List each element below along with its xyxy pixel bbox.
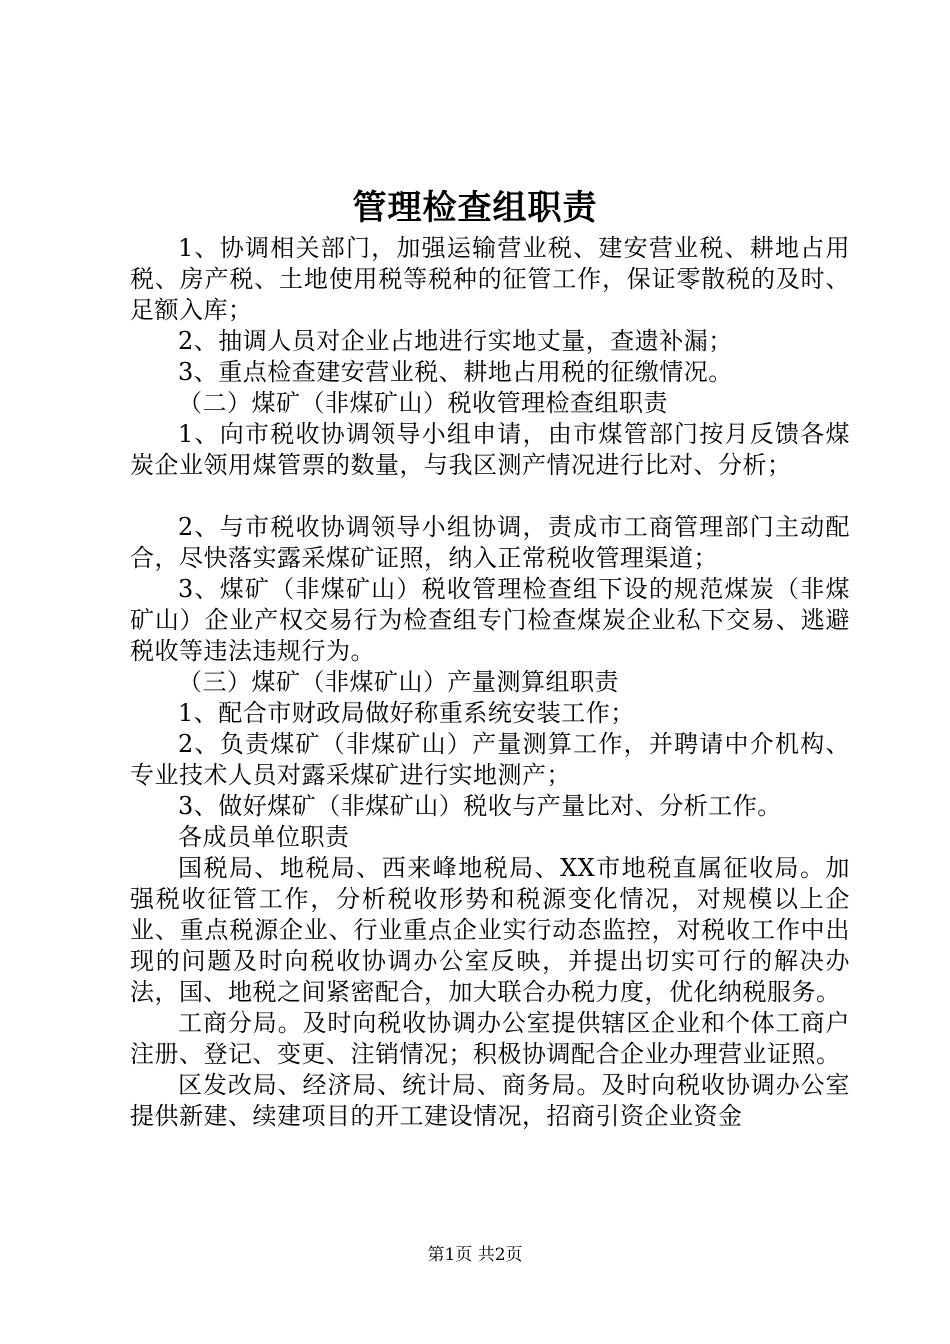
paragraph: 工商分局。及时向税收协调办公室提供辖区企业和个体工商户注册、登记、变更、注销情况；积极协调配合企业办理营业证照。 bbox=[130, 1009, 850, 1068]
section-heading: （三）煤矿（非煤矿山）产量测算组职责 bbox=[178, 668, 619, 696]
document-title: 管理检查组职责 bbox=[352, 188, 598, 228]
section-heading: （二）煤矿（非煤矿山）税收管理检查组职责 bbox=[178, 389, 668, 417]
paragraph: 3、煤矿（非煤矿山）税收管理检查组下设的规范煤炭（非煤矿山）企业产权交易行为检查组专门检查煤炭企业私下交易、逃避税收等违法违规行为。 bbox=[130, 575, 850, 665]
paragraph: 1、协调相关部门，加强运输营业税、建安营业税、耕地占用税、房产税、土地使用税等税种的征管工作，保证零散税的及时、足额入库； bbox=[130, 234, 850, 324]
page-footer: 第1页 共2页 bbox=[427, 1245, 523, 1265]
paragraph: 3、做好煤矿（非煤矿山）税收与产量比对、分析工作。 bbox=[178, 792, 782, 820]
document-body bbox=[130, 233, 850, 1132]
section-heading: 各成员单位职责 bbox=[178, 823, 350, 851]
paragraph: 国税局、地税局、西来峰地税局、XX市地税直属征收局。加强税收征管工作，分析税收形势和税源变化情况，对规模以上企业、重点税源企业、行业重点企业实行动态监控，对税收工作中出现的问题及时向税收协调办公室反映，并提出切实可行的解决办法，国、地税之间紧密配合，加大联合办税力度，优化纳税服务。 bbox=[130, 854, 850, 1006]
paragraph: 区发改局、经济局、统计局、商务局。及时向税收协调办公室提供新建、续建项目的开工建设情况，招商引资企业资金 bbox=[130, 1071, 850, 1130]
paragraph: 2、负责煤矿（非煤矿山）产量测算工作，并聘请中介机构、专业技术人员对露采煤矿进行实地测产； bbox=[130, 730, 850, 789]
paragraph: 2、与市税收协调领导小组协调，责成市工商管理部门主动配合，尽快落实露采煤矿证照，纳入正常税收管理渠道； bbox=[130, 513, 850, 572]
paragraph: 1、向市税收协调领导小组申请，由市煤管部门按月反馈各煤炭企业领用煤管票的数量，与我区测产情况进行比对、分析； bbox=[130, 420, 850, 479]
paragraph: 3、重点检查建安营业税、耕地占用税的征缴情况。 bbox=[178, 358, 733, 386]
paragraph: 2、抽调人员对企业占地进行实地丈量，查遗补漏； bbox=[178, 327, 733, 355]
paragraph: 1、配合市财政局做好称重系统安装工作； bbox=[178, 699, 635, 727]
